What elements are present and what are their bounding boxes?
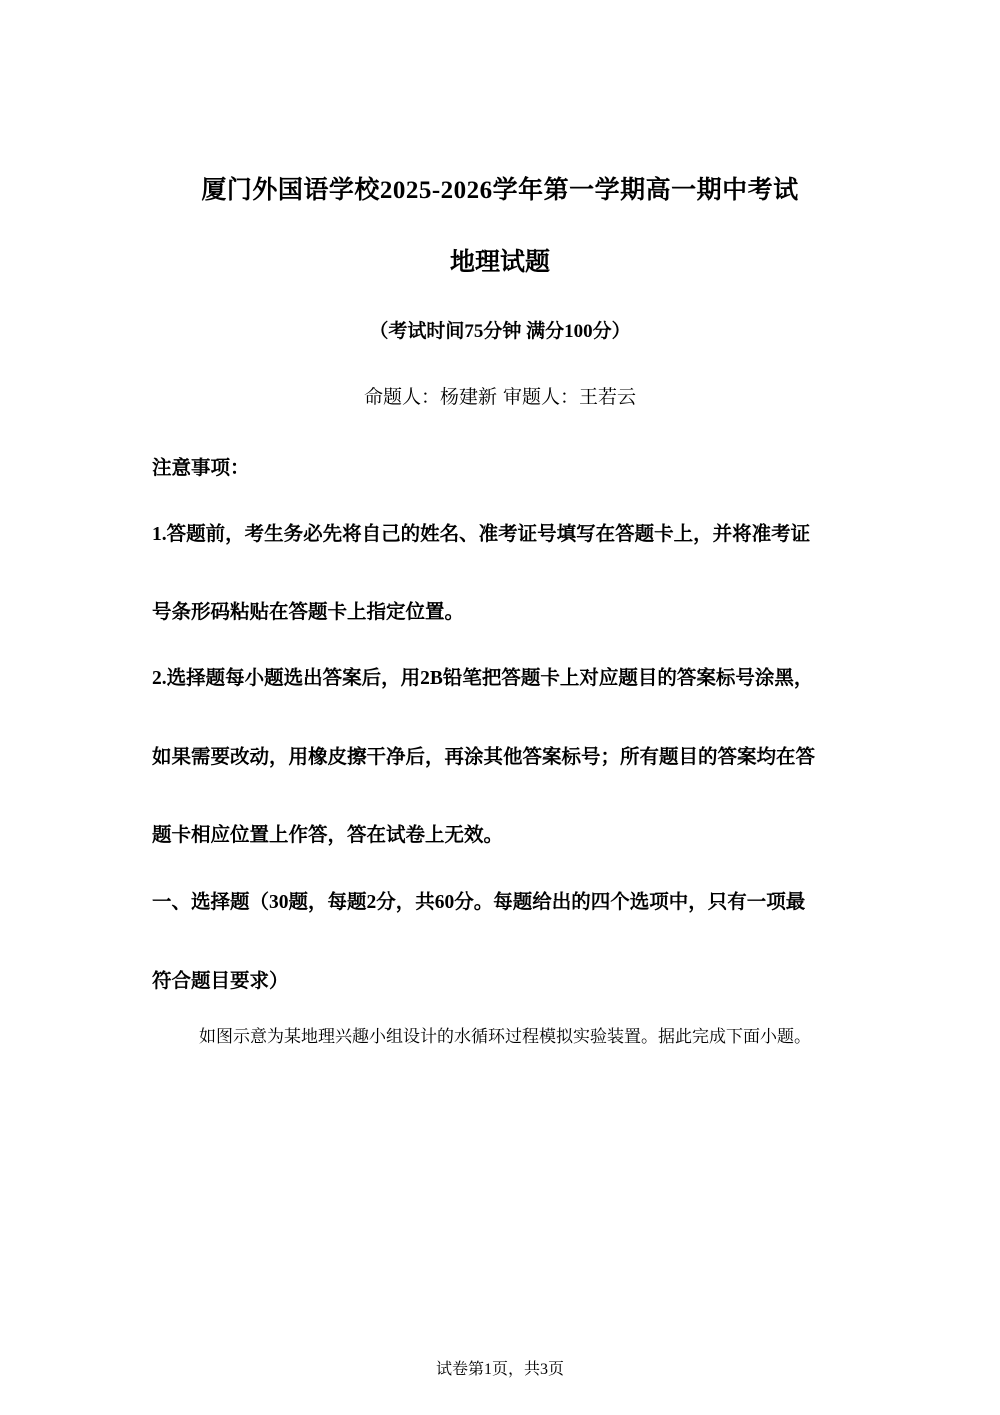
notice-line: 号条形码粘贴在答题卡上指定位置。 [152, 602, 465, 623]
section-heading-line: 符合题目要求） [152, 971, 289, 992]
exam-title: 厦门外国语学校2025-2026学年第一学期高一期中考试 [201, 177, 799, 204]
notice-heading: 注意事项： [152, 458, 250, 479]
notice-line: 1.答题前，考生务必先将自己的姓名、准考证号填写在答题卡上，并将准考证 [152, 524, 811, 545]
authors-line: 命题人：杨建新 审题人：王若云 [363, 386, 637, 408]
subject-title: 地理试题 [449, 249, 550, 276]
page-footer: 试卷第1页，共3页 [435, 1361, 564, 1378]
notice-line: 如果需要改动，用橡皮擦干净后，再涂其他答案标号；所有题目的答案均在答 [152, 747, 816, 768]
question-intro: 如图示意为某地理兴趣小组设计的水循环过程模拟实验装置。据此完成下面小题。 [199, 1027, 811, 1047]
exam-duration-score: （考试时间75分钟 满分100分） [369, 321, 631, 342]
notice-line: 2.选择题每小题选出答案后，用2B铅笔把答题卡上对应题目的答案标号涂黑， [152, 668, 814, 689]
section-heading-line: 一、选择题（30题，每题2分，共60分。每题给出的四个选项中，只有一项最 [152, 892, 806, 913]
notice-line: 题卡相应位置上作答，答在试卷上无效。 [152, 825, 504, 846]
